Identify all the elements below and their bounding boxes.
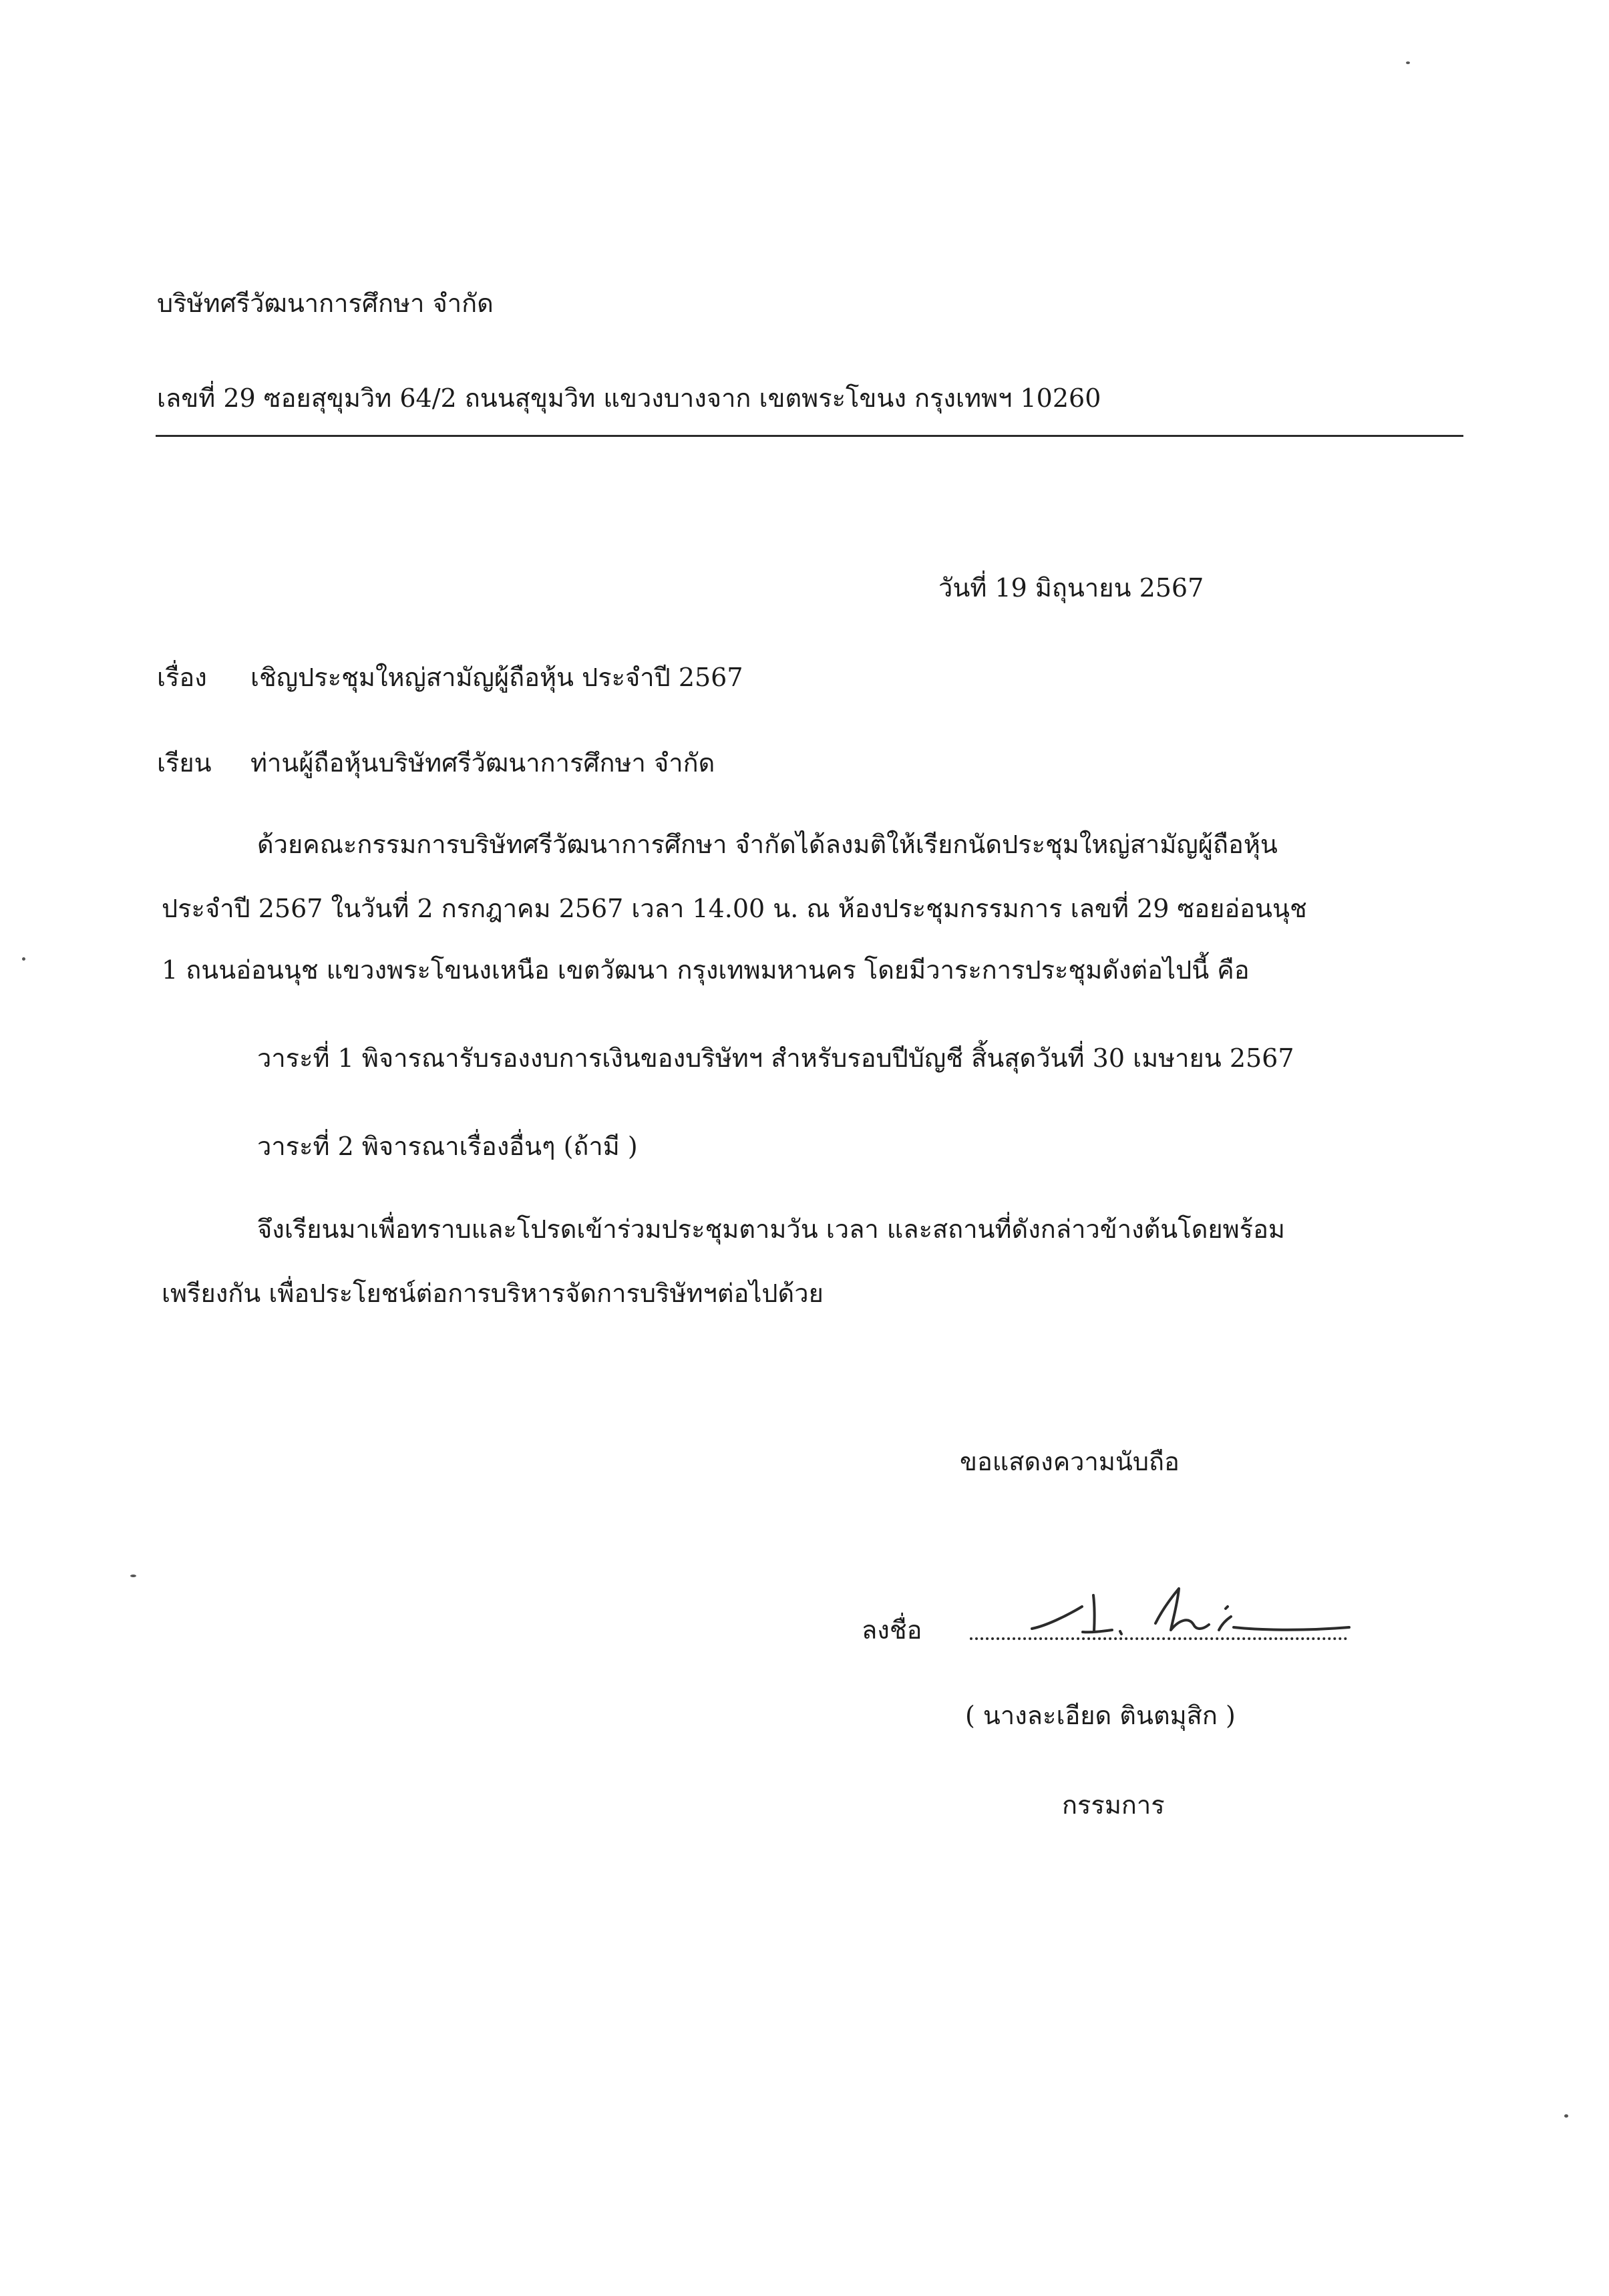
body-paragraph-1-line-3: 1 ถนนอ่อนนุช แขวงพระโขนงเหนือ เขตวัฒนา กรุงเทพมหานคร โดยมีวาระการประชุมดังต่อไปนี้ คือ [162, 955, 1250, 985]
signer-name: ( นางละเอียด ตินตมุสิก ) [965, 1701, 1236, 1730]
scan-speck [130, 1575, 136, 1577]
scan-speck [22, 957, 25, 961]
subject-text: เชิญประชุมใหญ่สามัญผู้ถือหุ้น ประจำปี 2567 [250, 663, 743, 692]
recipient-row [157, 743, 715, 783]
scan-speck [1406, 61, 1410, 64]
signature-label: ลงชื่อ [862, 1615, 922, 1645]
subject-label: เรื่อง [157, 663, 207, 692]
recipient-text: ท่านผู้ถือหุ้นบริษัทศรีวัฒนาการศึกษา จำกัด [250, 748, 715, 778]
body-paragraph-1-line-2: ประจำปี 2567 ในวันที่ 2 กรกฎาคม 2567 เวลา 14.00 น. ณ ห้องประชุมกรรมการ เลขที่ 29 ซอยอ่อนนุช [162, 894, 1307, 923]
letterhead-divider [156, 435, 1463, 437]
body-paragraph-1-line-1: ด้วยคณะกรรมการบริษัทศรีวัฒนาการศึกษา จำกัดได้ลงมติให้เรียกนัดประชุมใหญ่สามัญผู้ถือหุ้น [257, 830, 1278, 859]
subject-row [157, 657, 743, 697]
company-address: เลขที่ 29 ซอยสุขุมวิท 64/2 ถนนสุขุมวิท แขวงบางจาก เขตพระโขนง กรุงเทพฯ 10260 [157, 383, 1101, 413]
scan-speck [1564, 2114, 1568, 2118]
signer-title: กรรมการ [1062, 1790, 1165, 1820]
handwritten-signature [1019, 1570, 1353, 1643]
closing-phrase: ขอแสดงความนับถือ [960, 1447, 1180, 1476]
agenda-item-2: วาระที่ 2 พิจารณาเรื่องอื่นๆ (ถ้ามี ) [257, 1132, 638, 1161]
agenda-item-1: วาระที่ 1 พิจารณารับรองงบการเงินของบริษัทฯ สำหรับรอบปีบัญชี สิ้นสุดวันที่ 30 เมษายน 2567 [257, 1043, 1294, 1073]
body-paragraph-2-line-2: เพรียงกัน เพื่อประโยชน์ต่อการบริหารจัดการบริษัทฯต่อไปด้วย [162, 1279, 824, 1308]
letter-date: วันที่ 19 มิถุนายน 2567 [938, 573, 1204, 603]
company-name: บริษัทศรีวัฒนาการศึกษา จำกัด [157, 289, 494, 318]
body-paragraph-2-line-1: จึงเรียนมาเพื่อทราบและโปรดเข้าร่วมประชุมตามวัน เวลา และสถานที่ดังกล่าวข้างต้นโดยพร้อม [257, 1214, 1285, 1244]
recipient-label: เรียน [157, 748, 212, 778]
